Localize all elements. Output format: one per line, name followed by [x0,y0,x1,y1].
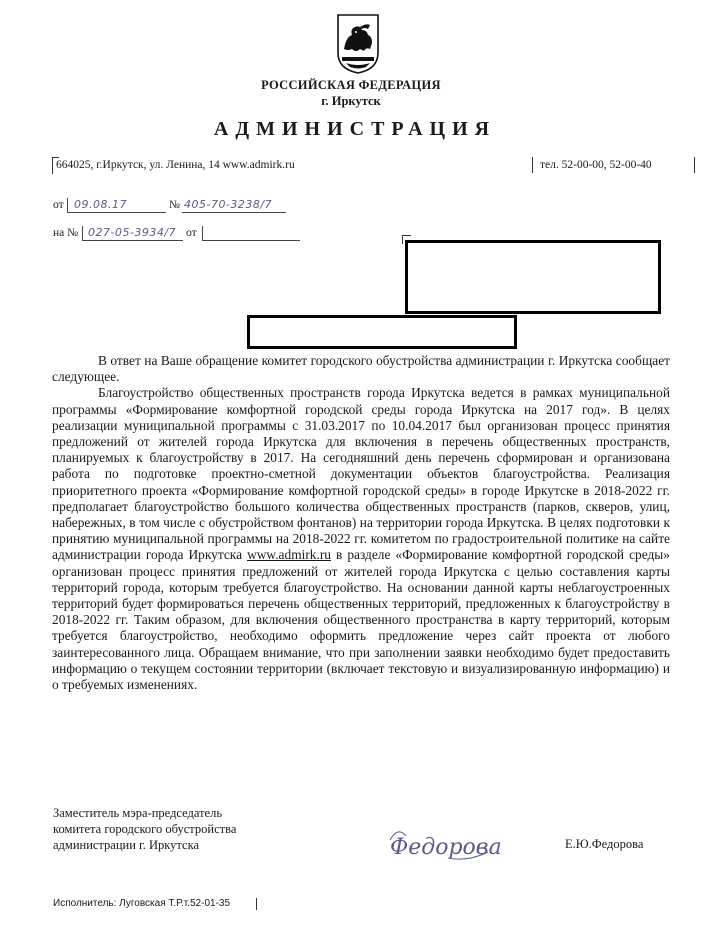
phone-bracket-right [688,157,695,173]
coat-of-arms-icon [336,13,380,75]
address-line: 664025, г.Иркутск, ул. Ленина, 14 www.admirk.ru [56,159,295,171]
date-value: 09.08.17 [74,198,127,211]
ref-number-value: 027-05-3934/7 [88,226,177,239]
ref-label: на № [53,227,79,239]
executor-line: Исполнитель: Луговская Т.Р.т.52-01-35 [53,898,231,909]
body-paragraph-text: в разделе «Формирование комфортной городской среды» организован процесс принятия предложений от жителей города Иркутска с целью составления карты территорий города, которым требуется благоустройство. На основании данной карты неблагоустроенных территорий будет формироваться перечень общественных территорий, предложенных к благоустройству в 2018-2022 гг. Таким образом, для включения общественного пространства в карту территорий, которым требуется благоустройство, необходимо оформить предложение через сайт проекта от любого заинтересованного лица. Обращаем внимание, что при заполнении заявки необходимо будет предоставить информацию о текущем состоянии территории (включает текстовую и визуализированную информацию) и о требуемых изменениях. [52,547,670,693]
ref-date-field [202,226,300,241]
handwritten-signature [388,822,502,866]
date-field [67,198,166,213]
website-link[interactable]: www.admirk.ru [247,547,331,563]
organization-title: АДМИНИСТРАЦИЯ [213,118,497,140]
letter-body [52,353,670,693]
phone-line: тел. 52-00-00, 52-00-40 [540,159,652,171]
phone-bracket-left [532,157,539,173]
signatory-line: администрации г. Иркутска [53,838,200,852]
signature-text: Федорова [390,835,502,860]
number-label: № [169,199,180,211]
number-field [182,198,286,213]
redacted-addressee-block [405,240,661,314]
signatory-position [53,805,236,853]
redacted-subject-block [247,315,517,349]
signatory-name: Е.Ю.Федорова [565,837,644,851]
city-heading: г. Иркутск [321,94,381,108]
number-value: 405-70-3238/7 [184,198,273,211]
signatory-line: комитета городского обустройства [53,822,237,836]
country-heading: РОССИЙСКАЯ ФЕДЕРАЦИЯ [261,78,441,92]
signatory-line: Заместитель мэра-председатель [53,806,223,820]
ref-number-field [82,226,183,241]
ref-date-label: от [186,227,197,239]
executor-bracket [252,898,257,910]
body-paragraph-text: Благоустройство общественных пространств города Иркутска ведется в рамках муниципальной программы «Формирование комфортной городской среды города Иркутска на 2017 год». В целях реализации муниципальной программы с 31.03.2017 по 10.04.2017 был организован процесс принятия предложений от жителей города Иркутска для включения в перечень общественных пространств, планируемых к благоустройству в 2017. На сегодняшний день перечень сформирован и организована работа по подготовке проектно-сметной документации объектов благоустройства. Реализация приоритетного проекта «Формирование комфортной городской среды» в городе Иркутске в 2018-2022 гг. предполагает благоустройство большого количества общественных пространств (парков, скверов, улиц, набережных, в том числе с обустройством фонтанов) на территории города Иркутска. В целях подготовки к принятию муниципальной программы на 2018-2022 гг. комитетом по градостроительной политике на сайте администрации города Иркутска [52,385,670,563]
body-paragraph [52,385,670,693]
date-label: от [53,199,64,211]
body-paragraph: В ответ на Ваше обращение комитет городского обустройства администрации г. Иркутска сообщает следующее. [52,353,670,385]
